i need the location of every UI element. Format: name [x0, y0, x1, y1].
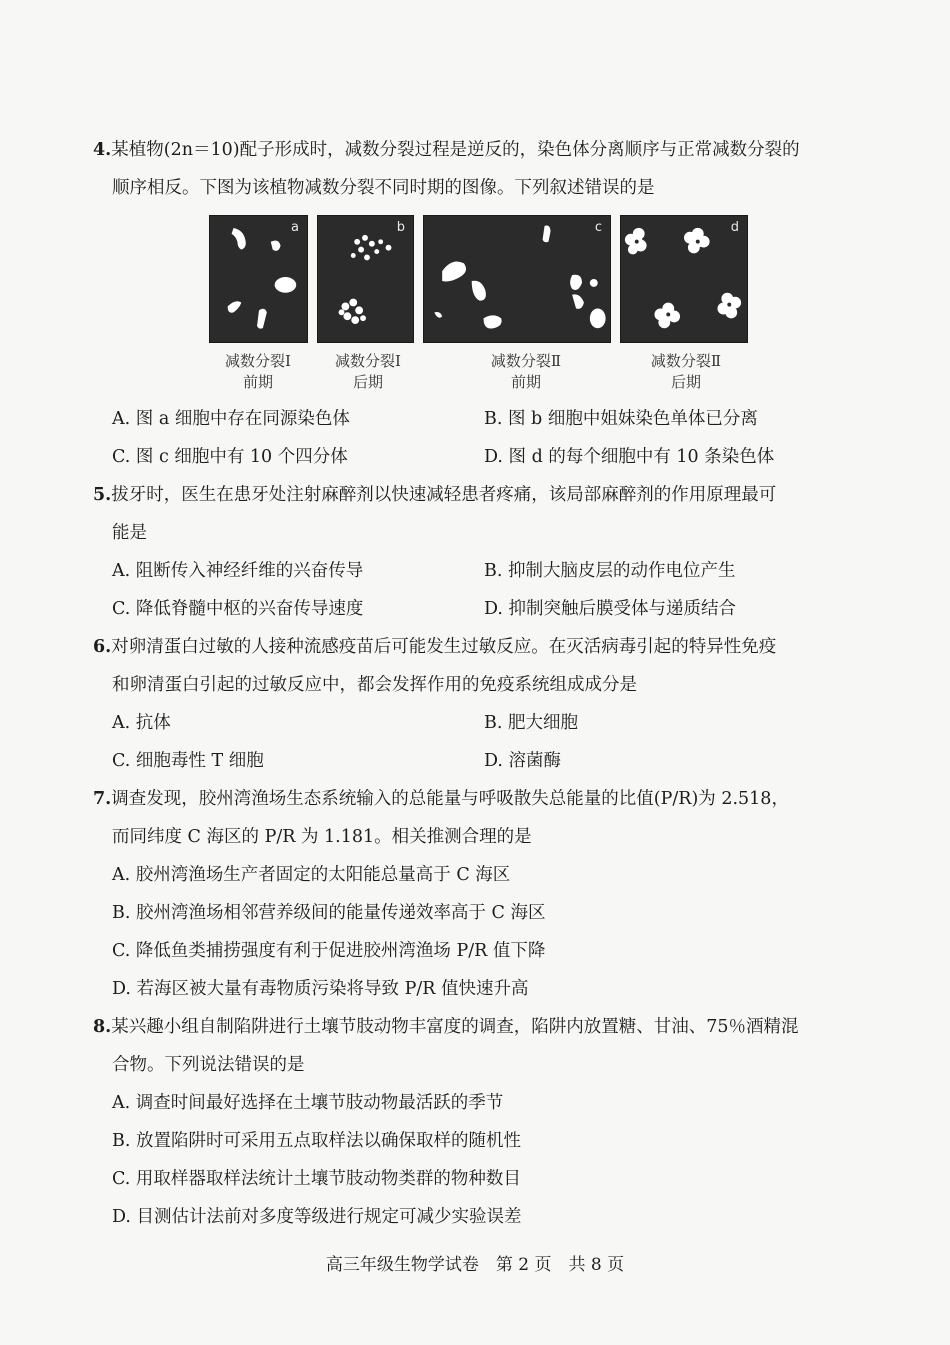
- q5-stem-line2: 能是: [112, 523, 147, 543]
- q7-option-a: A. 胶州湾渔场生产者固定的太阳能总量高于 C 海区: [112, 865, 511, 885]
- q8-option-d: D. 目测估计法前对多度等级进行规定可减少实验误差: [112, 1207, 522, 1227]
- q7-stem-line1: 7.调查发现，胶州湾渔场生态系统输入的总能量与呼吸散失总能量的比值(P/R)为 2.518，: [93, 789, 789, 809]
- q8-number: 8.: [93, 1017, 112, 1037]
- q5-stem-line1: 5.拔牙时，医生在患牙处注射麻醉剂以快速减轻患者疼痛，该局部麻醉剂的作用原理最可: [93, 485, 777, 505]
- panel-label-c: c: [594, 220, 602, 235]
- q6-option-d: D. 溶菌酶: [484, 751, 562, 771]
- q4-figure: [209, 215, 754, 345]
- q6-number: 6.: [93, 637, 112, 657]
- q6-option-c: C. 细胞毒性 T 细胞: [112, 751, 264, 771]
- q7-option-d: D. 若海区被大量有毒物质污染将导致 P/R 值快速升高: [112, 979, 529, 999]
- q4-stem-line1: 4.某植物(2n＝10)配子形成时，减数分裂过程是逆反的，染色体分离顺序与正常减数分裂的: [93, 140, 800, 160]
- q4-stem-line2: 顺序相反。下图为该植物减数分裂不同时期的图像。下列叙述错误的是: [112, 178, 655, 198]
- page-footer: 高三年级生物学试卷 第 2 页 共 8 页: [325, 1255, 625, 1275]
- q4-option-b: B. 图 b 细胞中姐妹染色单体已分离: [484, 409, 758, 429]
- q4-option-d: D. 图 d 的每个细胞中有 10 条染色体: [484, 447, 775, 467]
- q6-stem-line1: 6.对卵清蛋白过敏的人接种流感疫苗后可能发生过敏反应。在灭活病毒引起的特异性免疫: [93, 637, 777, 657]
- q8-stem-line1: 8.某兴趣小组自制陷阱进行土壤节肢动物丰富度的调查，陷阱内放置糖、甘油、75％酒精混: [93, 1017, 799, 1037]
- caption-d: 减数分裂Ⅱ 后期: [650, 352, 722, 391]
- q8-option-a: A. 调查时间最好选择在土壤节肢动物最活跃的季节: [112, 1093, 504, 1113]
- q8-option-b: B. 放置陷阱时可采用五点取样法以确保取样的随机性: [112, 1131, 521, 1151]
- q5-option-b: B. 抑制大脑皮层的动作电位产生: [484, 561, 736, 581]
- q4-option-a: A. 图 a 细胞中存在同源染色体: [112, 409, 350, 429]
- q4-option-c: C. 图 c 细胞中有 10 个四分体: [112, 447, 348, 467]
- q4-number: 4.: [93, 140, 112, 160]
- q8-option-c: C. 用取样器取样法统计土壤节肢动物类群的物种数目: [112, 1169, 521, 1189]
- q5-option-d: D. 抑制突触后膜受体与递质结合: [484, 599, 737, 619]
- q5-option-a: A. 阻断传入神经纤维的兴奋传导: [112, 561, 364, 581]
- q6-option-a: A. 抗体: [112, 713, 171, 733]
- figure-panel-c: [423, 215, 611, 343]
- figure-panel-a: [209, 215, 308, 343]
- q7-option-b: B. 胶州湾渔场相邻营养级间的能量传递效率高于 C 海区: [112, 903, 546, 923]
- q7-option-c: C. 降低鱼类捕捞强度有利于促进胶州湾渔场 P/R 值下降: [112, 941, 546, 961]
- panel-label-d: d: [730, 220, 739, 235]
- chromosome-image-c: [424, 216, 610, 342]
- caption-a: 减数分裂Ⅰ 前期: [225, 352, 291, 391]
- caption-c: 减数分裂Ⅱ 前期: [490, 352, 562, 391]
- panel-label-b: b: [396, 220, 405, 235]
- q8-stem-line2: 合物。下列说法错误的是: [112, 1055, 305, 1075]
- q5-number: 5.: [93, 485, 112, 505]
- panel-label-a: a: [291, 220, 299, 235]
- figure-panel-d: [620, 215, 748, 343]
- chromosome-image-d: [621, 216, 747, 342]
- q6-stem-line2: 和卵清蛋白引起的过敏反应中，都会发挥作用的免疫系统组成成分是: [112, 675, 637, 695]
- q5-option-c: C. 降低脊髓中枢的兴奋传导速度: [112, 599, 364, 619]
- q7-stem-line2: 而同纬度 C 海区的 P/R 为 1.181。相关推测合理的是: [112, 827, 532, 847]
- caption-b: 减数分裂Ⅰ 后期: [335, 352, 401, 391]
- figure-panel-b: [317, 215, 414, 343]
- q6-option-b: B. 肥大细胞: [484, 713, 578, 733]
- q7-number: 7.: [93, 789, 112, 809]
